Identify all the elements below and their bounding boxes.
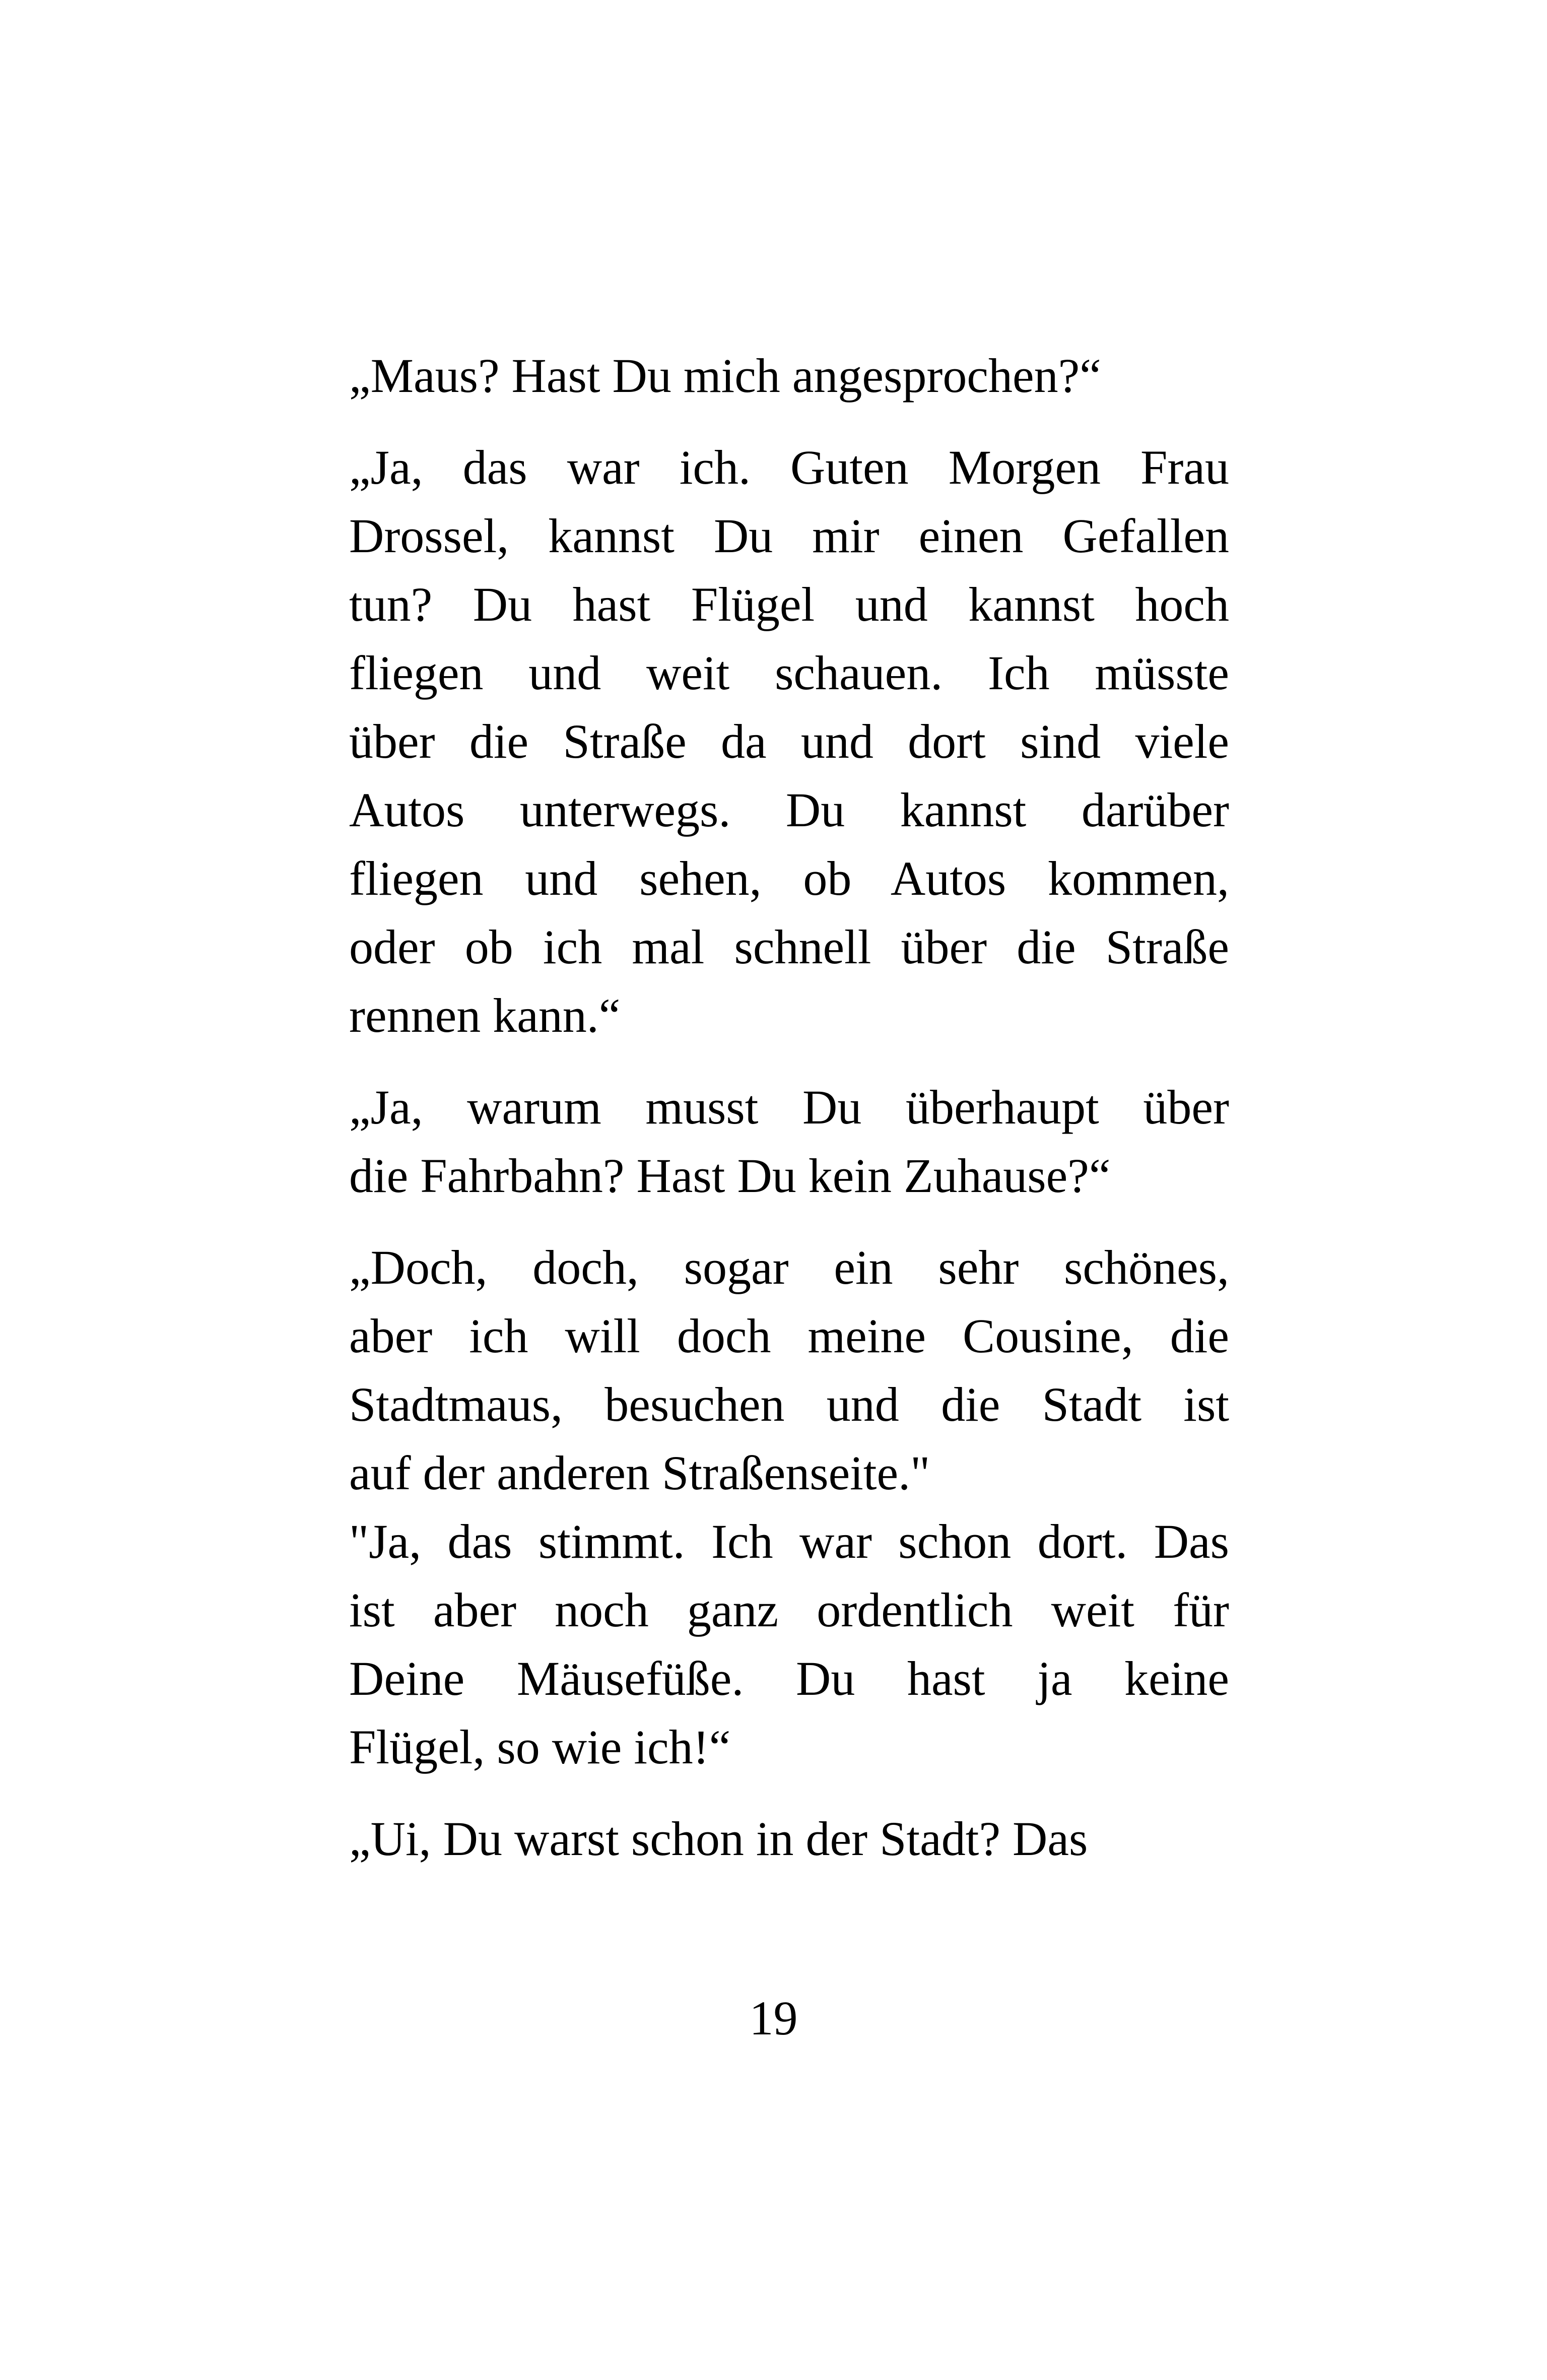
- text-line: „Ja, das war ich. Guten Morgen Frau: [349, 440, 1229, 494]
- text-line: die Fahrbahn? Hast Du kein Zuhause?“: [349, 1149, 1111, 1203]
- text-line: „Doch, doch, sogar ein sehr schönes,: [349, 1240, 1229, 1294]
- text-line: oder ob ich mal schnell über die Straße: [349, 920, 1229, 974]
- text-line: Drossel, kannst Du mir einen Gefallen: [349, 509, 1229, 563]
- text-line: „Maus? Hast Du mich angesprochen?“: [349, 349, 1101, 403]
- text-line: über die Straße da und dort sind viele: [349, 714, 1229, 768]
- text-line: „Ui, Du warst schon in der Stadt? Das: [349, 1812, 1088, 1866]
- text-line: Autos unterwegs. Du kannst darüber: [349, 783, 1229, 837]
- text-line: ist aber noch ganz ordentlich weit für: [349, 1583, 1229, 1637]
- text-line: aber ich will doch meine Cousine, die: [349, 1309, 1229, 1363]
- text-line: fliegen und weit schauen. Ich müsste: [349, 646, 1229, 700]
- text-line: „Ja, warum musst Du überhaupt über: [349, 1080, 1229, 1134]
- page-text: [349, 342, 1229, 1873]
- text-line: rennen kann.“: [349, 988, 621, 1042]
- text-line: fliegen und sehen, ob Autos kommen,: [349, 851, 1229, 905]
- text-line: "Ja, das stimmt. Ich war schon dort. Das: [349, 1514, 1229, 1568]
- text-line: Deine Mäusefüße. Du hast ja keine: [349, 1651, 1229, 1705]
- text-line: auf der anderen Straßenseite.": [349, 1446, 930, 1500]
- page-number: 19: [749, 1991, 798, 2045]
- text-line: Flügel, so wie ich!“: [349, 1720, 731, 1774]
- text-line: Stadtmaus, besuchen und die Stadt ist: [349, 1377, 1229, 1431]
- text-line: tun? Du hast Flügel und kannst hoch: [349, 577, 1229, 631]
